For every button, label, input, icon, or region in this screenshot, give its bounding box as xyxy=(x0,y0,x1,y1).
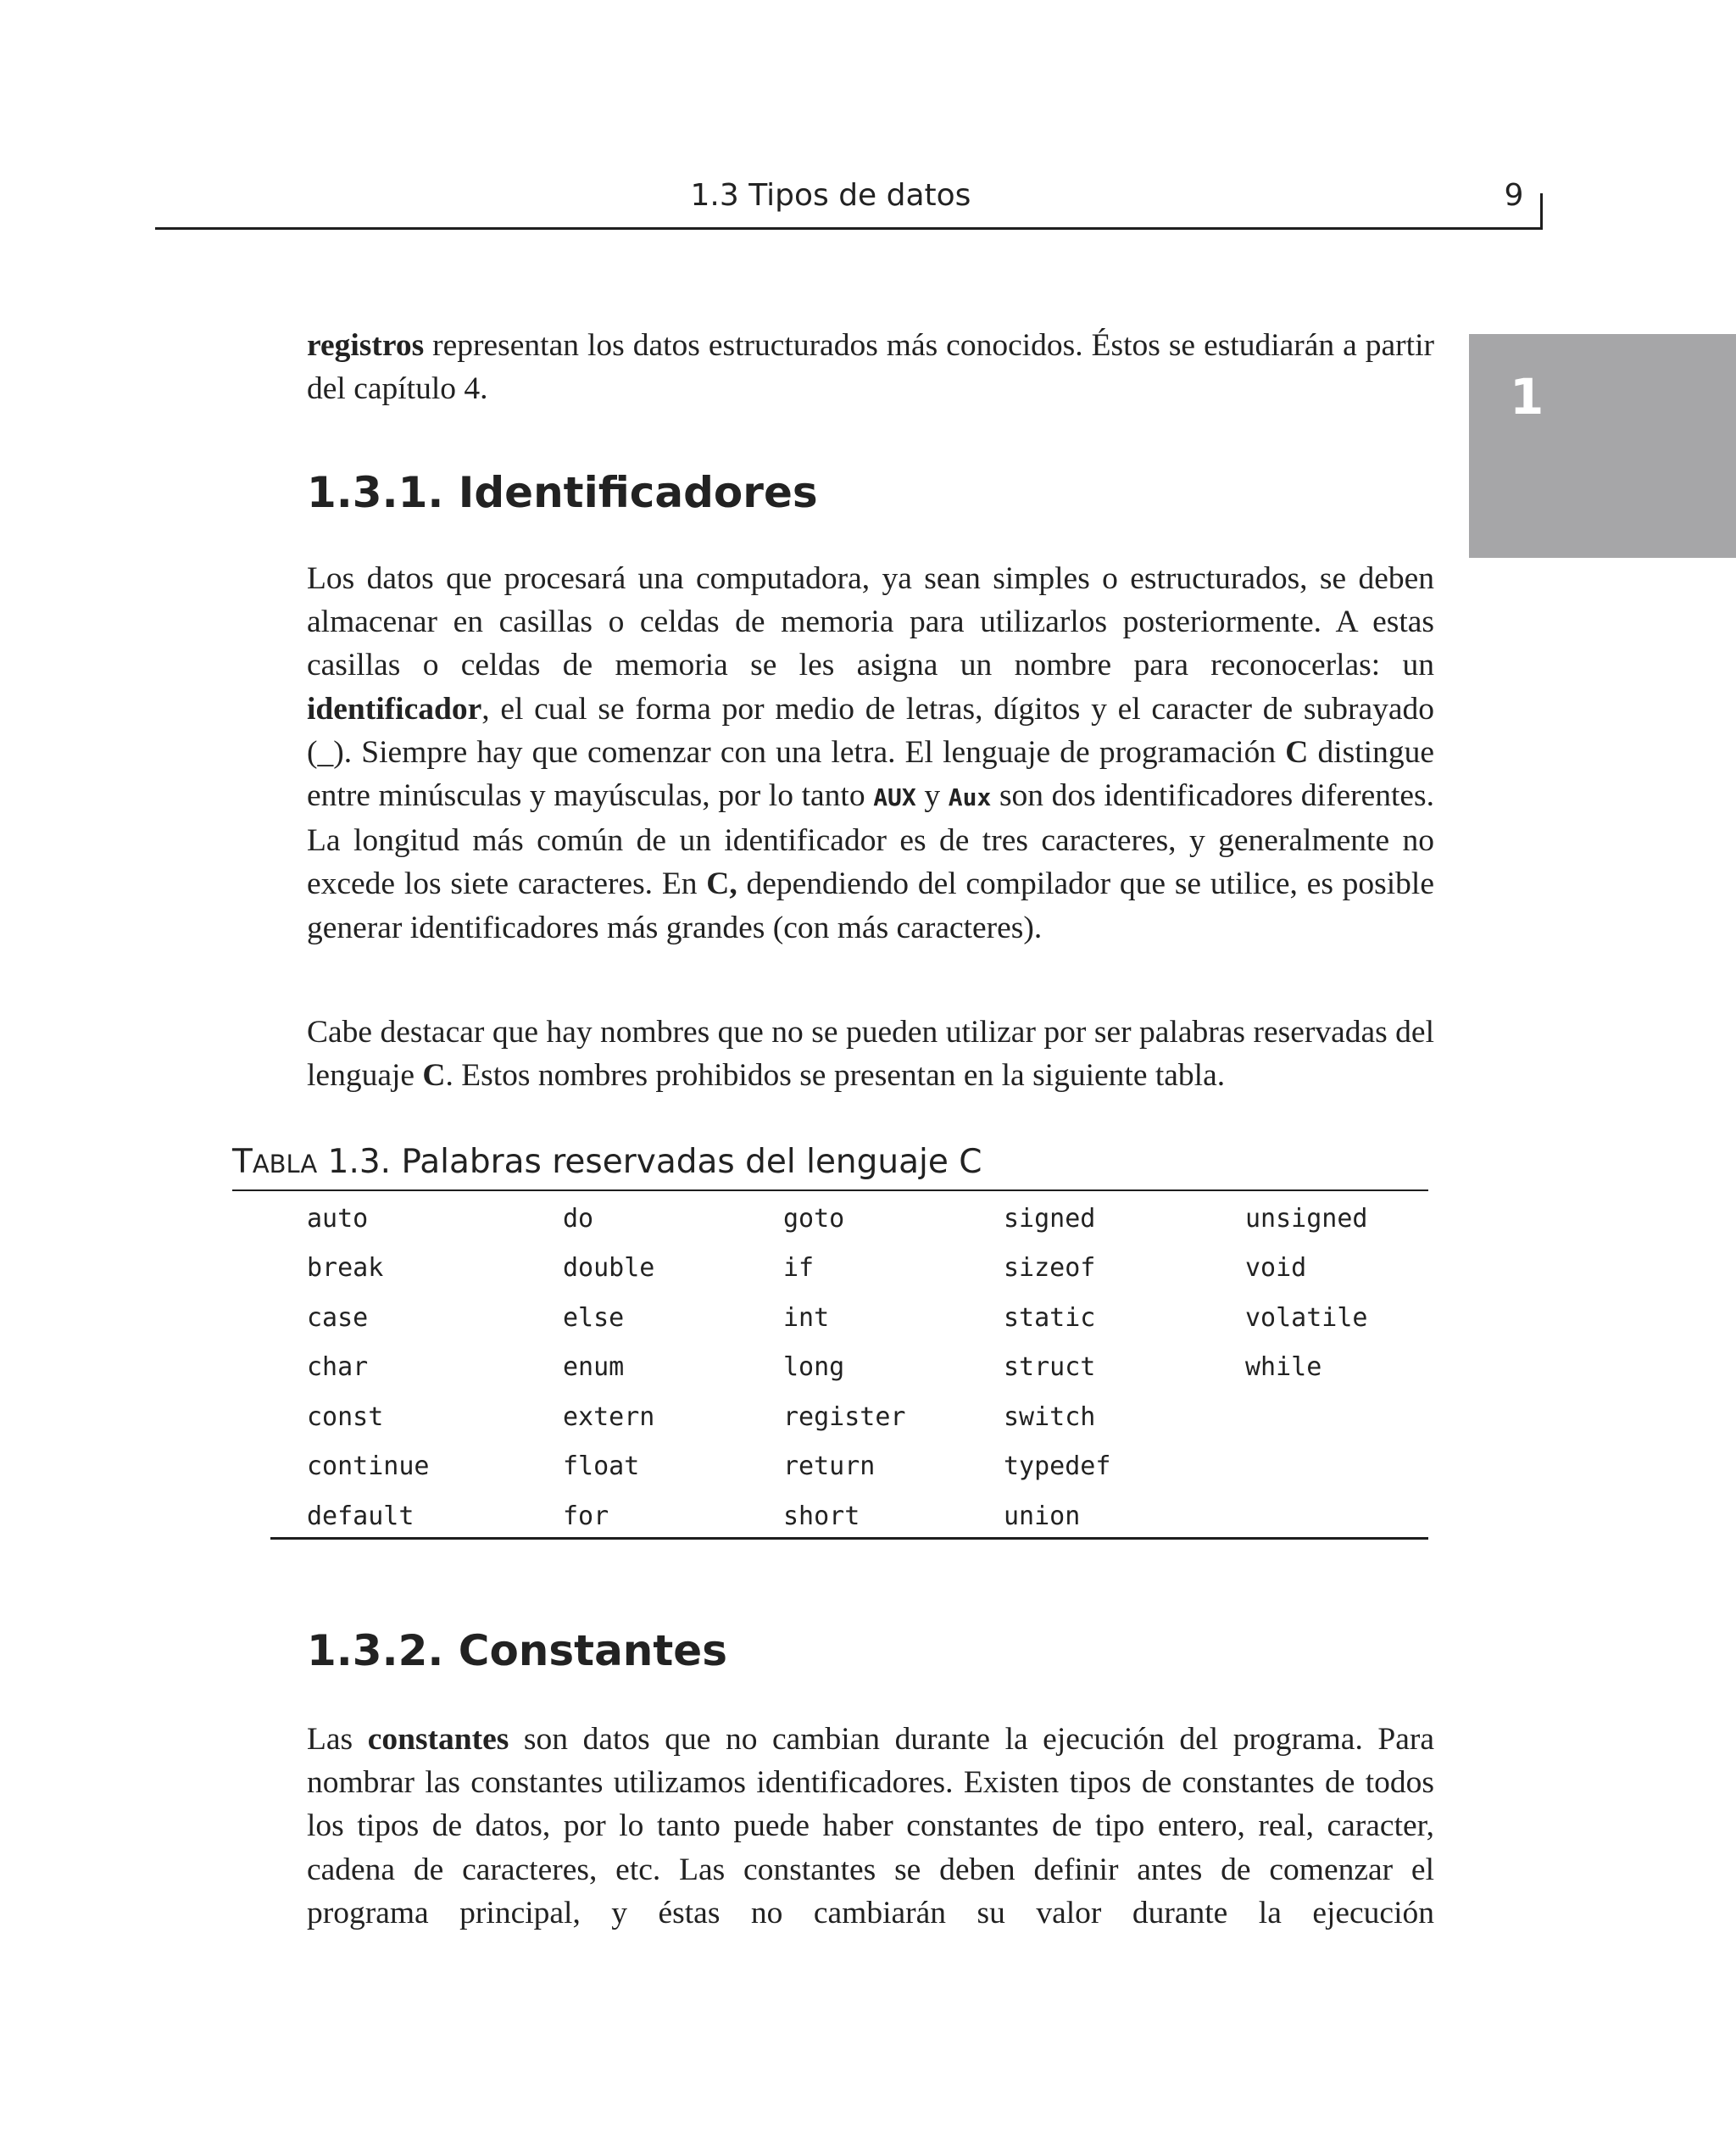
table-cell: float xyxy=(563,1451,640,1482)
constantes-paragraph-1 xyxy=(307,1718,1434,1935)
text-run: son datos que no cambian durante la ejecución del programa. Para nombrar las constantes utilizamos identificadores. Existen tipos de constantes de todos los tipos de datos, por lo tanto puede haber constantes de tipo entero, real, caracter, cadena de caracteres, etc. Las constantes se deben definir antes de comenzar el programa principal, y éstas no cambiarán su valor durante la ejecución xyxy=(307,1722,1434,1930)
section-heading-constantes: 1.3.2. Constantes xyxy=(307,1626,727,1675)
table-cell xyxy=(1245,1442,1415,1492)
term-c-language: C xyxy=(422,1058,446,1094)
section-heading-identificadores: 1.3.1. Identificadores xyxy=(307,468,818,517)
intro-bold-term: registros xyxy=(307,328,425,363)
table-cell: const xyxy=(307,1401,384,1432)
chapter-tab xyxy=(1469,334,1736,558)
table-row xyxy=(307,1491,1415,1541)
term-constantes: constantes xyxy=(367,1722,509,1757)
identificadores-paragraph-1 xyxy=(307,557,1434,950)
running-header-title: 1.3 Tipos de datos xyxy=(690,178,971,213)
table-cell xyxy=(1245,1392,1415,1442)
header-tick xyxy=(1540,193,1543,229)
table-cell: typedef xyxy=(1004,1451,1111,1482)
table-cell: unsigned xyxy=(1245,1203,1368,1234)
term-c-language: C, xyxy=(706,866,737,902)
table-cell: goto xyxy=(783,1203,845,1234)
code-aux-mixed: Aux xyxy=(948,783,992,812)
table-top-rule xyxy=(232,1189,1428,1191)
identificadores-paragraph-2 xyxy=(307,1011,1434,1097)
table-cell: void xyxy=(1245,1253,1307,1284)
text-run: Las xyxy=(307,1722,368,1757)
table-bottom-rule xyxy=(270,1537,1428,1540)
table-cell: double xyxy=(563,1253,655,1284)
caption-text: 1.3. Palabras reservadas del lenguaje C xyxy=(317,1143,982,1181)
text-run: . Estos nombres prohibidos se presentan en la siguiente tabla. xyxy=(445,1058,1226,1094)
table-cell: int xyxy=(783,1302,830,1333)
intro-text: representan los datos estructurados más conocidos. Éstos se estudiarán a partir del capítulo 4. xyxy=(307,328,1434,407)
table-cell: switch xyxy=(1004,1401,1096,1432)
text-run: y xyxy=(915,778,949,814)
table-cell: do xyxy=(563,1203,594,1234)
intro-paragraph xyxy=(307,324,1434,410)
text-run: Cabe destacar que hay nombres que no se pueden utilizar por ser palabras reservadas del lenguaje xyxy=(307,1015,1434,1094)
table-cell: static xyxy=(1004,1302,1096,1333)
table-row xyxy=(307,1343,1415,1393)
reserved-words-table xyxy=(307,1194,1415,1541)
table-cell: union xyxy=(1004,1501,1081,1531)
caption-label-initial: T xyxy=(232,1143,253,1181)
text-run: distingue entre minúsculas y mayúsculas, por lo tanto xyxy=(307,734,1434,814)
header-rule xyxy=(155,227,1543,230)
table-cell: struct xyxy=(1004,1352,1096,1383)
chapter-tab-number: 1 xyxy=(1510,368,1544,426)
table-cell: return xyxy=(783,1451,876,1482)
code-aux-upper: AUX xyxy=(873,783,916,812)
table-row xyxy=(307,1244,1415,1294)
text-run: dependiendo del compilador que se utilice, es posible generar identificadores más grandes (con más caracteres). xyxy=(307,866,1434,945)
caption-label-smallcaps: ABLA xyxy=(252,1150,318,1178)
text-run: son dos identificadores diferentes. La longitud más común de un identificador es de tres caracteres, y generalmente no excede los siete caracteres. En xyxy=(307,778,1434,902)
table-cell: break xyxy=(307,1253,384,1284)
table-cell: auto xyxy=(307,1203,369,1234)
table-row xyxy=(307,1392,1415,1442)
table-cell: while xyxy=(1245,1352,1322,1383)
table-cell: char xyxy=(307,1352,369,1383)
text-run: , el cual se forma por medio de letras, dígitos y el caracter de subrayado (_). Siempre hay que comenzar con una letra. El lenguaje de programación xyxy=(307,691,1434,770)
table-cell: enum xyxy=(563,1352,625,1383)
term-identificador: identificador xyxy=(307,691,482,727)
table-row xyxy=(307,1442,1415,1492)
table-cell: continue xyxy=(307,1451,430,1482)
table-cell: case xyxy=(307,1302,369,1333)
table-cell: for xyxy=(563,1501,609,1531)
text-run: Los datos que procesará una computadora, ya sean simples o estructurados, se deben almacenar en casillas o celdas de memoria para utilizarlos posteriormente. A estas casillas o celdas de memoria se les asigna un nombre para reconocerlas: un xyxy=(307,561,1434,683)
table-row xyxy=(307,1293,1415,1343)
table-cell: register xyxy=(783,1401,906,1432)
table-cell: short xyxy=(783,1501,860,1531)
table-cell: extern xyxy=(563,1401,655,1432)
table-caption xyxy=(232,1143,982,1181)
table-cell: volatile xyxy=(1245,1302,1368,1333)
table-cell: default xyxy=(307,1501,415,1531)
page-number: 9 xyxy=(1504,178,1524,213)
table-cell xyxy=(1245,1491,1415,1541)
table-cell: sizeof xyxy=(1004,1253,1096,1284)
table-row xyxy=(307,1194,1415,1244)
table-cell: else xyxy=(563,1302,625,1333)
term-c-language: C xyxy=(1285,734,1309,770)
table-cell: signed xyxy=(1004,1203,1096,1234)
table-cell: if xyxy=(783,1253,815,1284)
table-cell: long xyxy=(783,1352,845,1383)
